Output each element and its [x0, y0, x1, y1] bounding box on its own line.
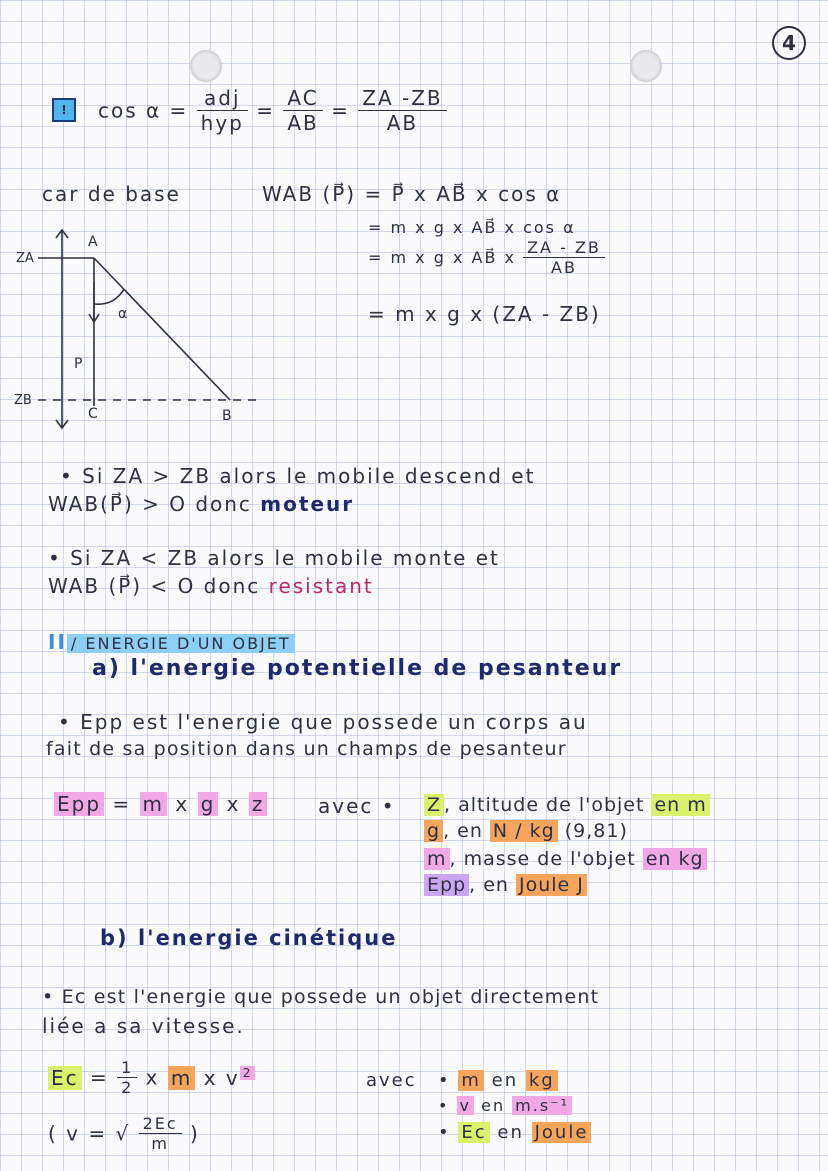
ec-velocity-formula: ( v = √ $\frac{2Ec}{m}$ ) [48, 1114, 200, 1153]
epp-var-z: Z , altitude de l'objet en m [424, 794, 710, 816]
cos-lhs: cos α = [98, 98, 189, 123]
ec-definition-1: • Ec est l'energie que possede un objet directement [42, 986, 600, 1008]
keyword-moteur: moteur [260, 492, 355, 516]
section-2-title: II / ENERGIE D'UN OBJET [48, 630, 295, 654]
case2-line1: • Si ZA < ZB alors le mobile monte et [48, 546, 500, 570]
incline-segment-ab [94, 258, 230, 400]
case1-line2: WAB(P⃗) > O donc moteur [48, 492, 355, 516]
work-intro: car de base [42, 182, 181, 206]
label-za: ZA [16, 251, 34, 266]
work-fraction: $\frac{ZA - ZB}{AB}$ [523, 238, 605, 277]
binder-hole-right [630, 50, 662, 82]
cos-fraction-2: $\frac{AC}{AB}$ [283, 86, 322, 135]
subtitle-a: a) l'energie potentielle de pesanteur [92, 656, 623, 681]
ec-list-1: • m en kg [438, 1070, 558, 1091]
epp-definition-2: fait de sa position dans un champs de pesanteur [46, 738, 567, 760]
label-b: B [222, 408, 232, 424]
subtitle-b: b) l'energie cinétique [100, 926, 398, 950]
work-line-1: WAB (P⃗) = P⃗ x AB⃗ x cos α [262, 182, 562, 206]
label-p: P [74, 356, 83, 372]
epp-var-g: g , en N / kg (9,81) [424, 820, 628, 842]
epp-avec: avec • [318, 794, 396, 818]
keyword-resistant: resistant [268, 574, 374, 598]
case1-line1: • Si ZA > ZB alors le mobile descend et [60, 464, 536, 488]
ec-list-3: • Ec en Joule [438, 1122, 591, 1143]
ec-half-fraction: $\frac{1}{2}$ [117, 1058, 137, 1097]
angle-arc [94, 289, 124, 304]
cos-fraction-3: $\frac{ZA -ZB}{AB}$ [358, 86, 446, 135]
binder-hole-left [190, 50, 222, 82]
work-line-2: = m x g x AB⃗ x cos α [368, 218, 576, 237]
work-line-3: = m x g x AB⃗ x $\frac{ZA - ZB}{AB}$ [368, 238, 605, 277]
ec-formula: Ec = $\frac{1}{2}$ x m x v $^2$ [48, 1058, 255, 1097]
epp-var-epp: Epp , en Joule J [424, 874, 587, 896]
incline-diagram [10, 222, 310, 442]
ec-avec: avec [366, 1070, 417, 1091]
work-line-4: = m x g x (ZA - ZB) [368, 302, 601, 326]
cos-formula: cos α = $\frac{\text{adj}}{\text{hyp}}$ = $\frac{AC}{AB}$ = $\frac{ZA -ZB}{AB}$ [98, 86, 447, 135]
label-a: A [88, 234, 98, 250]
ec-list-2: • v en m.s⁻¹ [438, 1096, 572, 1115]
label-c: C [88, 406, 98, 422]
ec-velocity-fraction: $\frac{2Ec}{m}$ [139, 1114, 182, 1153]
epp-formula: Epp = m x g x z [54, 792, 267, 816]
warning-icon: ! [52, 98, 76, 122]
epp-definition-1: • Epp est l'energie que possede un corps au [58, 710, 588, 734]
ec-definition-2: liée a sa vitesse. [42, 1014, 245, 1038]
page-number: 4 [772, 26, 806, 60]
cos-fraction-1: $\frac{\text{adj}}{\text{hyp}}$ [197, 86, 248, 135]
label-zb: ZB [14, 393, 32, 408]
case2-line2: WAB (P⃗) < O donc resistant [48, 574, 374, 598]
epp-var-m: m , masse de l'objet en kg [424, 848, 707, 870]
label-alpha: α [118, 306, 128, 322]
